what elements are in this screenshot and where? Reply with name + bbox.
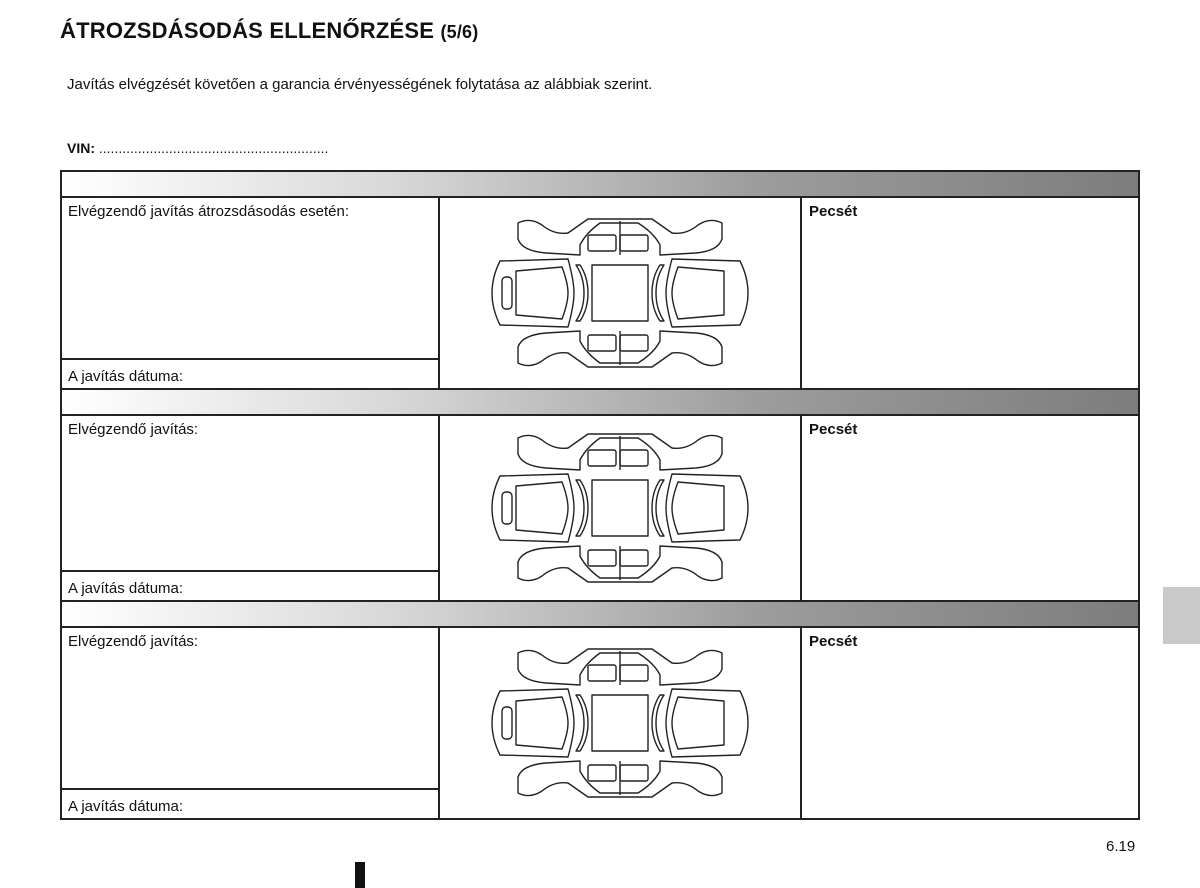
section-header-band — [62, 390, 1138, 416]
repair-description-field[interactable] — [62, 416, 438, 570]
car-diagram-cell — [440, 416, 802, 600]
repair-info-column — [62, 416, 440, 600]
section-header-band — [62, 172, 1138, 198]
section-header-band — [62, 602, 1138, 628]
repair-date-field[interactable] — [62, 358, 438, 388]
stamp-field[interactable] — [802, 416, 1138, 600]
repair-form — [60, 170, 1140, 820]
stamp-field[interactable] — [802, 198, 1138, 388]
repair-date-field[interactable] — [62, 788, 438, 818]
repair-info-column — [62, 198, 440, 388]
page-number: 6.19 — [1106, 838, 1136, 855]
repair-info-column — [62, 628, 440, 818]
repair-description-field[interactable] — [62, 198, 438, 358]
repair-date-label: A javítás dátuma: — [68, 798, 184, 815]
page-title — [60, 18, 478, 44]
stamp-field[interactable] — [802, 628, 1138, 818]
chapter-side-tab — [1163, 587, 1200, 644]
repair-label: Elvégzendő javítás átrozsdásodás esetén: — [68, 203, 350, 220]
car-body-layout-icon — [488, 213, 752, 373]
vin-label: VIN: — [67, 140, 95, 156]
intro-text: Javítás elvégzését követően a garancia érvényességének folytatása az alábbiak szerint. — [67, 76, 653, 93]
vin-field[interactable]: ........................................................... — [98, 140, 329, 156]
page-title-text: ÁTROZSDÁSODÁS ELLENŐRZÉSE — [60, 18, 435, 43]
repair-label: Elvégzendő javítás: — [68, 421, 199, 438]
repair-date-label: A javítás dátuma: — [68, 368, 184, 385]
stamp-label: Pecsét — [809, 203, 858, 220]
repair-section-3 — [62, 628, 1138, 818]
stamp-label: Pecsét — [809, 633, 858, 650]
repair-section-1 — [62, 198, 1138, 390]
repair-date-field[interactable] — [62, 570, 438, 600]
car-diagram-cell — [440, 198, 802, 388]
car-body-layout-icon — [488, 643, 752, 803]
repair-label: Elvégzendő javítás: — [68, 633, 199, 650]
repair-section-2 — [62, 416, 1138, 602]
print-marker — [355, 862, 365, 888]
stamp-label: Pecsét — [809, 421, 858, 438]
page-title-suffix: (5/6) — [440, 22, 479, 42]
car-body-layout-icon — [488, 428, 752, 588]
repair-date-label: A javítás dátuma: — [68, 580, 184, 597]
car-diagram-cell — [440, 628, 802, 818]
vin-line — [67, 140, 328, 156]
repair-description-field[interactable] — [62, 628, 438, 788]
